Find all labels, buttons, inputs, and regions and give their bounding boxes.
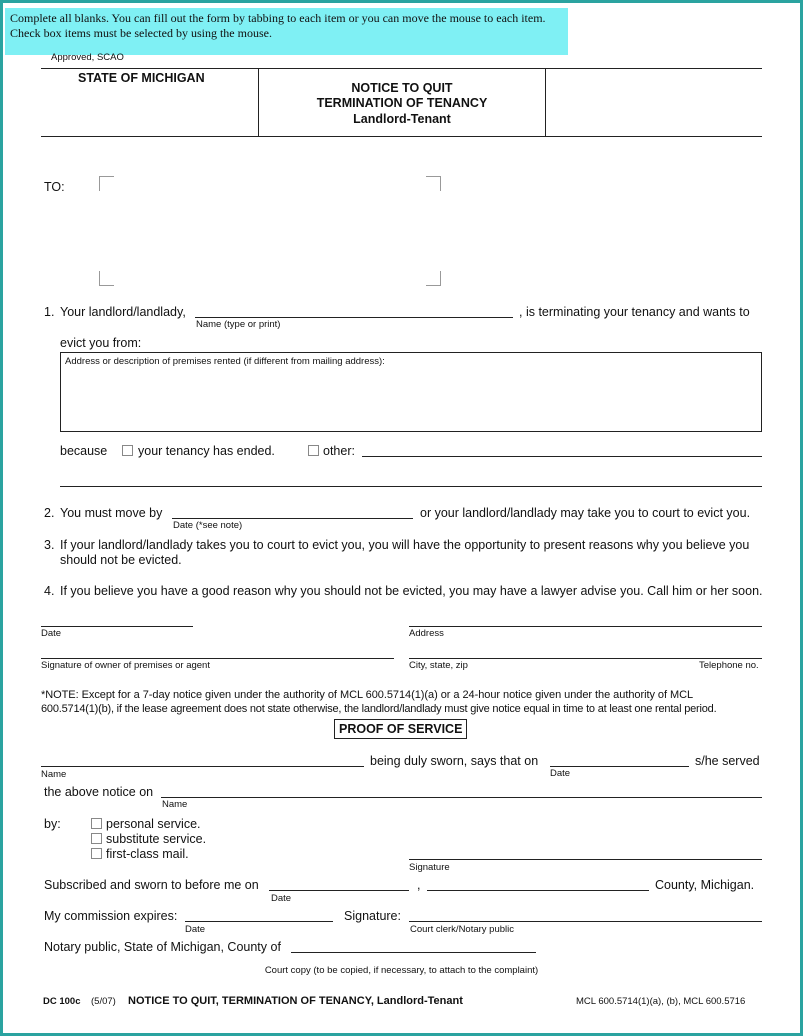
telephone-caption: Telephone no. (699, 660, 759, 671)
note-line1: *NOTE: Except for a 7-day notice given under the authority of MCL 600.5714(1)(a) or a 24-hour notice given under the authority of MCL (41, 689, 694, 701)
item1-text-a: Your landlord/landlady, (60, 305, 186, 319)
notice-date-input[interactable] (41, 626, 193, 627)
header-top-rule (41, 68, 762, 69)
to-label: TO: (44, 180, 65, 194)
first-class-mail-checkbox[interactable] (91, 848, 102, 859)
service-date-caption: Date (550, 768, 571, 779)
item2-text-a: You must move by (60, 506, 163, 520)
footer-mcl: MCL 600.5714(1)(a), (b), MCL 600.5716 (576, 996, 746, 1007)
owner-address-input[interactable] (409, 626, 762, 627)
other-label: other: (323, 444, 355, 458)
served-text: s/he served (695, 754, 760, 768)
other-checkbox[interactable] (308, 445, 319, 456)
above-notice-text: the above notice on (44, 785, 154, 799)
item4-text: If you believe you have a good reason why you should not be evicted, you may have a lawyer advise you. Call him or her soon. (60, 584, 763, 598)
move-by-date-input[interactable] (172, 518, 413, 519)
commission-date-input[interactable] (185, 921, 333, 922)
server-name-caption: Name (41, 769, 67, 780)
item2-text-b: or your landlord/landlady may take you to court to evict you. (420, 506, 751, 520)
clerk-signature-input[interactable] (409, 921, 762, 922)
subscribed-date-caption: Date (271, 893, 292, 904)
landlord-name-input[interactable] (195, 317, 513, 318)
signature-label: Signature: (344, 909, 401, 923)
premises-address-caption: Address or description of premises rented (if different from mailing address): (65, 356, 385, 367)
proof-of-service-title: PROOF OF SERVICE (334, 719, 467, 739)
first-class-mail-label: first-class mail. (106, 847, 189, 861)
instruction-banner: Complete all blanks. You can fill out the form by tabbing to each item or you can move the mouse to each item. Check box items must be selected by using the mouse. (5, 8, 568, 55)
form-title-line2: TERMINATION OF TENANCY (316, 96, 488, 110)
item1-text-b: , is terminating your tenancy and wants to (519, 305, 750, 319)
by-label: by: (44, 817, 61, 831)
tenancy-ended-checkbox[interactable] (122, 445, 133, 456)
server-signature-caption: Signature (409, 862, 450, 873)
tenancy-ended-label: your tenancy has ended. (138, 444, 275, 458)
case-number-field[interactable] (548, 70, 761, 134)
county-michigan-text: County, Michigan. (655, 878, 755, 892)
subscribed-date-input[interactable] (269, 890, 409, 891)
county-input[interactable] (427, 890, 649, 891)
form-id: DC 100c (43, 996, 81, 1007)
move-by-date-caption: Date (*see note) (173, 520, 243, 531)
item3-line2: should not be evicted. (60, 553, 182, 567)
other-reason-input-2[interactable] (60, 486, 762, 487)
subscribed-text: Subscribed and sworn to before me on (44, 878, 259, 892)
form-page (3, 3, 800, 1033)
item4-number: 4. (44, 584, 55, 598)
personal-service-label: personal service. (106, 817, 201, 831)
premises-address-box[interactable] (60, 352, 762, 432)
other-reason-input[interactable] (362, 456, 762, 457)
being-sworn-text: being duly sworn, says that on (370, 754, 539, 768)
server-name-input[interactable] (41, 766, 364, 767)
footer-title: NOTICE TO QUIT, TERMINATION OF TENANCY, Landlord-Tenant (128, 995, 463, 1007)
because-label: because (60, 444, 108, 458)
to-address-field[interactable] (99, 176, 441, 286)
commission-label: My commission expires: (44, 909, 178, 923)
clerk-signature-caption: Court clerk/Notary public (410, 924, 515, 935)
owner-address-caption: Address (409, 628, 444, 639)
evict-from-label: evict you from: (60, 336, 142, 350)
notice-date-caption: Date (41, 628, 62, 639)
owner-city-input[interactable] (409, 658, 762, 659)
substitute-service-checkbox[interactable] (91, 833, 102, 844)
header-divider-right (545, 68, 546, 136)
owner-city-caption: City, state, zip (409, 660, 468, 671)
header-bottom-rule (41, 136, 762, 137)
commission-date-caption: Date (185, 924, 206, 935)
served-on-name-input[interactable] (161, 797, 762, 798)
form-title-line1: NOTICE TO QUIT (351, 81, 453, 95)
note-line2: 600.5714(1)(b), if the lease agreement does not state otherwise, the landlord/landlady must give notice equal in time to at least one rental period. (41, 703, 717, 715)
item3-line1: If your landlord/landlady takes you to court to evict you, you will have the opportunity to present reasons why you believe you (60, 538, 750, 552)
server-signature-input[interactable] (409, 859, 762, 860)
item1-number: 1. (44, 305, 55, 319)
served-on-name-caption: Name (162, 799, 188, 810)
notary-county-input[interactable] (291, 952, 536, 953)
item2-number: 2. (44, 506, 55, 520)
comma-text: , (417, 878, 421, 892)
state-label: STATE OF MICHIGAN (78, 71, 205, 85)
landlord-name-caption: Name (type or print) (196, 319, 281, 330)
owner-signature-input[interactable] (41, 658, 394, 659)
notary-county-label: Notary public, State of Michigan, County of (44, 940, 281, 954)
substitute-service-label: substitute service. (106, 832, 207, 846)
owner-signature-caption: Signature of owner of premises or agent (41, 660, 210, 671)
item3-number: 3. (44, 538, 55, 552)
court-copy-note: Court copy (to be copied, if necessary, to attach to the complaint) (264, 965, 539, 976)
approved-label: Approved, SCAO (51, 52, 124, 63)
service-date-input[interactable] (550, 766, 689, 767)
form-revision: (5/07) (91, 996, 116, 1007)
personal-service-checkbox[interactable] (91, 818, 102, 829)
form-title-line3: Landlord-Tenant (353, 112, 451, 126)
